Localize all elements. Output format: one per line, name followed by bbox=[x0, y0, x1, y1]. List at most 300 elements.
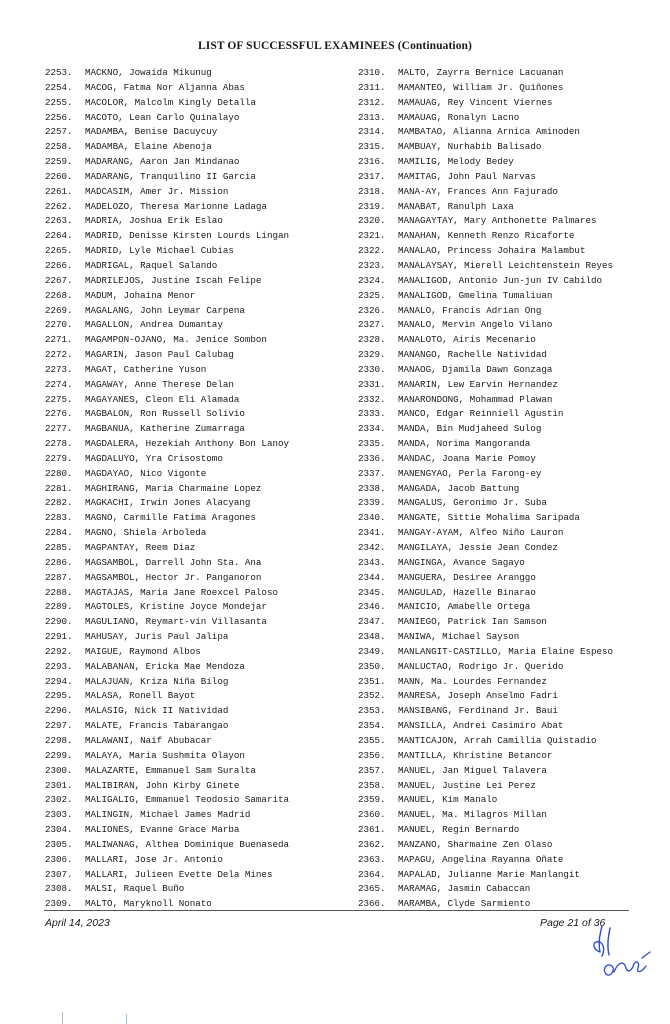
list-item bbox=[45, 600, 350, 615]
examinee-name: MAGAMPON-OJANO, Ma. Jenice Sombon bbox=[85, 334, 267, 346]
list-item bbox=[358, 96, 658, 111]
list-item bbox=[45, 853, 350, 868]
examinee-number: 2287. bbox=[45, 571, 73, 583]
examinee-number: 2319. bbox=[358, 200, 386, 212]
list-item bbox=[45, 482, 350, 497]
examinee-number: 2355. bbox=[358, 734, 386, 746]
examinee-name: MADAMBA, Elaine Abenoja bbox=[85, 141, 212, 153]
examinee-name: MANALOTO, Airis Mecenario bbox=[398, 334, 536, 346]
list-item bbox=[358, 66, 658, 81]
examinee-number: 2324. bbox=[358, 274, 386, 286]
examinee-number: 2351. bbox=[358, 675, 386, 687]
examinee-name: MAGULIANO, Reymart-vin Villasanta bbox=[85, 616, 267, 628]
examinee-name: MANALO, Mervin Angelo Vilano bbox=[398, 319, 553, 331]
examinee-name: MANALIGOD, Gmelina Tumaliuan bbox=[398, 289, 553, 301]
examinee-number: 2260. bbox=[45, 170, 73, 182]
list-item bbox=[358, 704, 658, 719]
list-item bbox=[45, 170, 350, 185]
examinee-name: MANDA, Bin Mudjaheed Sulog bbox=[398, 423, 542, 435]
examinee-number: 2358. bbox=[358, 779, 386, 791]
examinee-number: 2360. bbox=[358, 809, 386, 821]
examinee-name: MANUEL, Ma. Milagros Millan bbox=[398, 809, 547, 821]
list-item bbox=[358, 600, 658, 615]
examinee-number: 2338. bbox=[358, 482, 386, 494]
examinee-number: 2350. bbox=[358, 660, 386, 672]
examinee-name: MALAZARTE, Emmanuel Sam Suralta bbox=[85, 764, 256, 776]
examinee-number: 2345. bbox=[358, 586, 386, 598]
list-item bbox=[358, 333, 658, 348]
list-item bbox=[45, 689, 350, 704]
list-item bbox=[358, 630, 658, 645]
list-item bbox=[358, 467, 658, 482]
list-item bbox=[358, 304, 658, 319]
list-item bbox=[358, 689, 658, 704]
examinee-name: MALSI, Raquel Buño bbox=[85, 883, 185, 895]
examinee-number: 2308. bbox=[45, 883, 73, 895]
examinee-name: MALIWANAG, Althea Dominique Buenaseda bbox=[85, 838, 289, 850]
examinee-name: MALAWANI, Naif Abubacar bbox=[85, 734, 212, 746]
scan-edge-mark bbox=[62, 1012, 63, 1024]
examinee-name: MANGILAYA, Jessie Jean Condez bbox=[398, 542, 558, 553]
examinee-name: MAMAUAG, Rey Vincent Viernes bbox=[398, 96, 553, 108]
examinee-number: 2323. bbox=[358, 259, 386, 271]
examinee-name: MALABANAN, Ericka Mae Mendoza bbox=[85, 660, 245, 672]
list-item bbox=[358, 318, 658, 333]
examinee-number: 2258. bbox=[45, 141, 73, 153]
list-item bbox=[45, 289, 350, 304]
examinee-number: 2289. bbox=[45, 601, 73, 613]
list-item bbox=[45, 81, 350, 96]
list-item bbox=[358, 348, 658, 363]
examinee-name: MALLARI, Jose Jr. Antonio bbox=[85, 853, 223, 865]
examinee-name: MANICIO, Amabelle Ortega bbox=[398, 601, 531, 613]
examinee-number: 2347. bbox=[358, 616, 386, 628]
list-item bbox=[45, 793, 350, 808]
list-item bbox=[358, 496, 658, 511]
list-item bbox=[358, 793, 658, 808]
examinee-name: MADAMBA, Benise Dacuycuy bbox=[85, 126, 218, 138]
list-item bbox=[358, 200, 658, 215]
list-item bbox=[358, 675, 658, 690]
examinee-name: MAMAUAG, Ronalyn Lacno bbox=[398, 111, 520, 123]
list-item bbox=[45, 571, 350, 586]
examinee-name: MACOLOR, Malcolm Kingly Detalla bbox=[85, 96, 256, 108]
examinee-number: 2265. bbox=[45, 245, 73, 257]
examinee-name: MANDAC, Joana Marie Pomoy bbox=[398, 452, 536, 464]
examinee-number: 2343. bbox=[358, 556, 386, 568]
examinee-name: MANA-AY, Frances Ann Fajurado bbox=[398, 185, 558, 197]
list-item bbox=[45, 556, 350, 571]
list-item bbox=[45, 823, 350, 838]
examinee-name: MAMILIG, Melody Bedey bbox=[398, 156, 514, 168]
examinee-name: MAGBANUA, Katherine Zumarraga bbox=[85, 423, 245, 435]
examinee-number: 2329. bbox=[358, 349, 386, 361]
examinee-name: MANTICAJON, Arrah Camillia Quistadio bbox=[398, 734, 597, 746]
list-item bbox=[45, 467, 350, 482]
examinee-number: 2359. bbox=[358, 794, 386, 806]
examinee-number: 2337. bbox=[358, 467, 386, 479]
examinee-name: MAMBATAO, Alianna Arnica Aminoden bbox=[398, 126, 580, 138]
examinee-number: 2306. bbox=[45, 853, 73, 865]
examinee-number: 2363. bbox=[358, 853, 386, 865]
examinee-number: 2344. bbox=[358, 571, 386, 583]
examinee-name: MALTO, Maryknoll Nonato bbox=[85, 898, 212, 910]
examinee-number: 2361. bbox=[358, 824, 386, 836]
list-item bbox=[358, 660, 658, 675]
examinee-number: 2283. bbox=[45, 512, 73, 524]
list-item bbox=[45, 719, 350, 734]
examinee-name: MALLARI, Julieen Evette Dela Mines bbox=[85, 868, 273, 880]
examinee-name: MAGNO, Shiela Arboleda bbox=[85, 527, 207, 539]
examinee-name: MAGSAMBOL, Darrell John Sta. Ana bbox=[85, 556, 262, 568]
examinee-number: 2336. bbox=[358, 452, 386, 464]
examinee-name: MADUM, Johaina Menor bbox=[85, 289, 196, 301]
examinee-number: 2302. bbox=[45, 794, 73, 806]
examinee-name: MALIONES, Evanne Grace Marba bbox=[85, 824, 240, 836]
examinee-number: 2340. bbox=[358, 512, 386, 524]
examinee-name: MAPALAD, Julianne Marie Manlangit bbox=[398, 868, 580, 880]
examinee-name: MAGTOLES, Kristine Joyce Mondejar bbox=[85, 601, 267, 613]
examinee-name: MANIEGO, Patrick Ian Samson bbox=[398, 616, 547, 628]
examinee-name: MANSILLA, Andrei Casimiro Abat bbox=[398, 720, 564, 732]
examinee-number: 2290. bbox=[45, 616, 73, 628]
examinee-name: MARAMAG, Jasmin Cabaccan bbox=[398, 883, 531, 895]
examinee-number: 2353. bbox=[358, 705, 386, 717]
examinee-name: MADRID, Lyle Michael Cubias bbox=[85, 245, 234, 257]
examinee-name: MAGPANTAY, Reem Diaz bbox=[85, 542, 196, 553]
list-item bbox=[358, 734, 658, 749]
list-item bbox=[358, 868, 658, 883]
list-item bbox=[358, 452, 658, 467]
examinee-name: MANGAY-AYAM, Alfeo Niño Lauron bbox=[398, 527, 564, 539]
examinee-name: MALAYA, Maria Sushmita Olayon bbox=[85, 749, 245, 761]
examinee-name: MADCASIM, Amer Jr. Mission bbox=[85, 185, 229, 197]
examinee-name: MANALIGOD, Antonio Jun-jun IV Cabildo bbox=[398, 274, 602, 286]
examinee-number: 2303. bbox=[45, 809, 73, 821]
list-item bbox=[45, 259, 350, 274]
examinee-name: MAGDALUYO, Yra Crisostomo bbox=[85, 452, 223, 464]
examinee-name: MANN, Ma. Lourdes Fernandez bbox=[398, 675, 547, 687]
list-item bbox=[358, 363, 658, 378]
list-item bbox=[358, 437, 658, 452]
list-item bbox=[45, 66, 350, 81]
examinee-name: MAGDALERA, Hezekiah Anthony Bon Lanoy bbox=[85, 438, 289, 450]
examinee-number: 2259. bbox=[45, 156, 73, 168]
examinee-number: 2257. bbox=[45, 126, 73, 138]
examinee-number: 2295. bbox=[45, 690, 73, 702]
examinee-number: 2349. bbox=[358, 645, 386, 657]
examinee-name: MANGUERA, Desiree Aranggo bbox=[398, 571, 536, 583]
list-item bbox=[358, 289, 658, 304]
list-item bbox=[45, 333, 350, 348]
examinee-name: MADARANG, Tranquilino II Garcia bbox=[85, 170, 256, 182]
examinee-number: 2266. bbox=[45, 259, 73, 271]
list-item bbox=[45, 838, 350, 853]
examinee-number: 2309. bbox=[45, 898, 73, 910]
list-item bbox=[358, 407, 658, 422]
examinee-number: 2292. bbox=[45, 645, 73, 657]
examinee-name: MANAGAYTAY, Mary Anthonette Palmares bbox=[398, 215, 597, 227]
list-item bbox=[45, 274, 350, 289]
list-item bbox=[45, 348, 350, 363]
examinee-name: MAGDAYAO, Nico Vigonte bbox=[85, 467, 207, 479]
examinee-number: 2279. bbox=[45, 452, 73, 464]
list-item bbox=[45, 660, 350, 675]
examinee-number: 2276. bbox=[45, 408, 73, 420]
examinee-number: 2356. bbox=[358, 749, 386, 761]
examinee-number: 2328. bbox=[358, 334, 386, 346]
examinee-name: MAGHIRANG, Maria Charmaine Lopez bbox=[85, 482, 262, 494]
examinee-number: 2357. bbox=[358, 764, 386, 776]
examinee-name: MAGAT, Catherine Yuson bbox=[85, 363, 207, 375]
list-item bbox=[45, 645, 350, 660]
examinee-number: 2271. bbox=[45, 334, 73, 346]
examinee-number: 2293. bbox=[45, 660, 73, 672]
list-item bbox=[45, 363, 350, 378]
examinee-name: MANCO, Edgar Reinniell Agustin bbox=[398, 408, 564, 420]
examinee-name: MADELOZO, Theresa Marionne Ladaga bbox=[85, 200, 267, 212]
list-item bbox=[45, 586, 350, 601]
examinee-number: 2301. bbox=[45, 779, 73, 791]
list-item bbox=[45, 244, 350, 259]
list-item bbox=[45, 229, 350, 244]
examinee-number: 2326. bbox=[358, 304, 386, 316]
list-item bbox=[45, 422, 350, 437]
list-item bbox=[358, 185, 658, 200]
examinee-name: MALASA, Ronell Bayot bbox=[85, 690, 196, 702]
examinee-name: MAGSAMBOL, Hector Jr. Panganoron bbox=[85, 571, 262, 583]
examinee-number: 2277. bbox=[45, 423, 73, 435]
examinee-name: MANSIBANG, Ferdinand Jr. Baui bbox=[398, 705, 558, 717]
examinee-name: MAPAGU, Angelina Rayanna Oñate bbox=[398, 853, 564, 865]
examinee-number: 2317. bbox=[358, 170, 386, 182]
list-item bbox=[358, 645, 658, 660]
examinee-name: MADRID, Denisse Kirsten Lourds Lingan bbox=[85, 230, 289, 242]
examinee-number: 2269. bbox=[45, 304, 73, 316]
examinee-number: 2327. bbox=[358, 319, 386, 331]
list-item bbox=[358, 779, 658, 794]
list-item bbox=[45, 407, 350, 422]
examinee-number: 2315. bbox=[358, 141, 386, 153]
list-item bbox=[358, 511, 658, 526]
examinee-name: MANARIN, Lew Earvin Hernandez bbox=[398, 378, 558, 390]
list-item bbox=[358, 719, 658, 734]
list-item bbox=[358, 111, 658, 126]
list-item bbox=[45, 393, 350, 408]
examinee-number: 2364. bbox=[358, 868, 386, 880]
examinee-number: 2284. bbox=[45, 527, 73, 539]
list-item bbox=[45, 140, 350, 155]
list-item bbox=[358, 393, 658, 408]
examinee-number: 2288. bbox=[45, 586, 73, 598]
examinee-name: MAGALLON, Andrea Dumantay bbox=[85, 319, 223, 331]
examinee-name: MANGINGA, Avance Sagayo bbox=[398, 556, 525, 568]
examinee-name: MANAOG, Djamila Dawn Gonzaga bbox=[398, 363, 553, 375]
examinee-number: 2296. bbox=[45, 705, 73, 717]
examinee-number: 2285. bbox=[45, 542, 73, 553]
examinee-name: MAGBALON, Ron Russell Solivio bbox=[85, 408, 245, 420]
examinee-number: 2298. bbox=[45, 734, 73, 746]
examinee-name: MANENGYAO, Perla Farong-ey bbox=[398, 467, 542, 479]
examinee-name: MANLUCTAO, Rodrigo Jr. Querido bbox=[398, 660, 564, 672]
list-item bbox=[358, 378, 658, 393]
examinee-name: MAGNO, Carmille Fatima Aragones bbox=[85, 512, 256, 524]
list-item bbox=[45, 111, 350, 126]
examinee-name: MANTILLA, Khristine Betancor bbox=[398, 749, 553, 761]
examinee-number: 2335. bbox=[358, 438, 386, 450]
examinee-number: 2339. bbox=[358, 497, 386, 509]
list-item bbox=[45, 304, 350, 319]
list-item bbox=[45, 675, 350, 690]
examinee-list-left bbox=[45, 66, 350, 912]
examinee-number: 2365. bbox=[358, 883, 386, 895]
examinee-number: 2297. bbox=[45, 720, 73, 732]
list-item bbox=[358, 81, 658, 96]
examinee-name: MALINGIN, Michael James Madrid bbox=[85, 809, 251, 821]
list-item bbox=[45, 496, 350, 511]
examinee-name: MADRIA, Joshua Erik Eslao bbox=[85, 215, 223, 227]
list-item bbox=[358, 571, 658, 586]
examinee-name: MAGARIN, Jason Paul Calubag bbox=[85, 349, 234, 361]
list-item bbox=[45, 185, 350, 200]
examinee-name: MACOG, Fatma Nor Aljanna Abas bbox=[85, 81, 245, 93]
examinee-number: 2255. bbox=[45, 96, 73, 108]
examinee-number: 2318. bbox=[358, 185, 386, 197]
examinee-name: MADRILEJOS, Justine Iscah Felipe bbox=[85, 274, 262, 286]
examinee-name: MANUEL, Justine Lei Perez bbox=[398, 779, 536, 791]
examinee-number: 2280. bbox=[45, 467, 73, 479]
examinee-number: 2278. bbox=[45, 438, 73, 450]
list-item bbox=[358, 125, 658, 140]
list-item bbox=[358, 526, 658, 541]
examinee-name: MANLANGIT-CASTILLO, Maria Elaine Espeso bbox=[398, 645, 614, 657]
examinee-number: 2263. bbox=[45, 215, 73, 227]
list-item bbox=[45, 437, 350, 452]
list-item bbox=[358, 853, 658, 868]
list-item bbox=[358, 749, 658, 764]
list-item bbox=[45, 318, 350, 333]
examinee-name: MANUEL, Kim Manalo bbox=[398, 794, 498, 806]
examinee-name: MANGATE, Sittie Mohalima Saripada bbox=[398, 512, 580, 524]
examinee-number: 2286. bbox=[45, 556, 73, 568]
examinee-name: MANRESA, Joseph Anselmo Fadri bbox=[398, 690, 558, 702]
examinee-number: 2366. bbox=[358, 898, 386, 910]
examinee-name: MACKNO, Jowaida Mikunug bbox=[85, 67, 212, 78]
examinee-name: MACOTO, Lean Carlo Quinalayo bbox=[85, 111, 240, 123]
examinee-number: 2253. bbox=[45, 67, 73, 78]
list-item bbox=[45, 526, 350, 541]
examinee-name: MALIGALIG, Emmanuel Teodosio Samarita bbox=[85, 794, 289, 806]
examinee-name: MAGKACHI, Irwin Jones Alacyang bbox=[85, 497, 251, 509]
list-item bbox=[45, 125, 350, 140]
examinee-name: MAIGUE, Raymond Albos bbox=[85, 645, 201, 657]
list-item bbox=[45, 704, 350, 719]
list-item bbox=[358, 764, 658, 779]
list-item bbox=[358, 155, 658, 170]
examinee-name: MARAMBA, Clyde Sarmiento bbox=[398, 898, 531, 910]
list-item bbox=[45, 214, 350, 229]
examinee-name: MALASIG, Nick II Natividad bbox=[85, 705, 229, 717]
list-item bbox=[45, 452, 350, 467]
examinee-number: 2322. bbox=[358, 245, 386, 257]
examinee-name: MAGAYANES, Cleon Eli Alamada bbox=[85, 393, 240, 405]
examinee-list-right bbox=[358, 66, 658, 912]
examinee-number: 2310. bbox=[358, 67, 386, 78]
examinee-number: 2291. bbox=[45, 631, 73, 643]
examinee-number: 2275. bbox=[45, 393, 73, 405]
examinee-name: MANZANO, Sharmaine Zen Olaso bbox=[398, 838, 553, 850]
examinee-number: 2268. bbox=[45, 289, 73, 301]
examinee-name: MANALO, Francis Adrian Ong bbox=[398, 304, 542, 316]
examinee-name: MADARANG, Aaron Jan Mindanao bbox=[85, 156, 240, 168]
examinee-number: 2342. bbox=[358, 542, 386, 553]
examinee-number: 2325. bbox=[358, 289, 386, 301]
examinee-number: 2348. bbox=[358, 631, 386, 643]
examinee-number: 2294. bbox=[45, 675, 73, 687]
examinee-name: MANABAT, Ranulph Laxa bbox=[398, 200, 514, 212]
examinee-name: MAMITAG, John Paul Narvas bbox=[398, 170, 536, 182]
examinee-number: 2282. bbox=[45, 497, 73, 509]
list-item bbox=[358, 229, 658, 244]
list-item bbox=[358, 274, 658, 289]
examinee-number: 2281. bbox=[45, 482, 73, 494]
examinee-number: 2311. bbox=[358, 81, 386, 93]
list-item bbox=[358, 422, 658, 437]
examinee-name: MANARONDONG, Mohammad Plawan bbox=[398, 393, 553, 405]
examinee-number: 2332. bbox=[358, 393, 386, 405]
list-item bbox=[45, 868, 350, 883]
list-item bbox=[358, 244, 658, 259]
list-item bbox=[358, 214, 658, 229]
list-item bbox=[358, 615, 658, 630]
list-item bbox=[45, 808, 350, 823]
examinee-name: MANALAYSAY, Mierell Leichtenstein Reyes bbox=[398, 259, 614, 271]
examinee-number: 2312. bbox=[358, 96, 386, 108]
list-item bbox=[45, 630, 350, 645]
examinee-name: MAMANTEO, William Jr. Quiñones bbox=[398, 81, 564, 93]
examinee-name: MANAHAN, Kenneth Renzo Ricaforte bbox=[398, 230, 575, 242]
examinee-name: MAHUSAY, Juris Paul Jalipa bbox=[85, 631, 229, 643]
examinee-number: 2305. bbox=[45, 838, 73, 850]
examinee-name: MANGULAD, Hazelle Binarao bbox=[398, 586, 536, 598]
examinee-number: 2304. bbox=[45, 824, 73, 836]
handwritten-signature-icon bbox=[598, 948, 653, 983]
examinee-number: 2321. bbox=[358, 230, 386, 242]
scan-edge-mark bbox=[126, 1014, 127, 1024]
list-item bbox=[358, 170, 658, 185]
examinee-name: MALIBIRAN, John Kirby Ginete bbox=[85, 779, 240, 791]
list-item bbox=[358, 808, 658, 823]
examinee-number: 2274. bbox=[45, 378, 73, 390]
examinee-number: 2256. bbox=[45, 111, 73, 123]
examinee-number: 2334. bbox=[358, 423, 386, 435]
examinee-name: MANGADA, Jacob Battung bbox=[398, 482, 520, 494]
examinee-name: MANANGO, Rachelle Natividad bbox=[398, 349, 547, 361]
examinee-name: MAMBUAY, Nurhabib Balisado bbox=[398, 141, 542, 153]
list-item bbox=[358, 586, 658, 601]
list-item bbox=[45, 511, 350, 526]
list-item bbox=[358, 259, 658, 274]
examinee-number: 2307. bbox=[45, 868, 73, 880]
list-item bbox=[45, 779, 350, 794]
footer-divider bbox=[44, 910, 629, 911]
examinee-name: MANUEL, Jan Miguel Talavera bbox=[398, 764, 547, 776]
examinee-name: MALTO, Zayrra Bernice Lacuanan bbox=[398, 67, 564, 78]
examinee-number: 2272. bbox=[45, 349, 73, 361]
examinee-number: 2331. bbox=[358, 378, 386, 390]
list-item bbox=[358, 838, 658, 853]
examinee-name: MALATE, Francis Tabarangao bbox=[85, 720, 229, 732]
